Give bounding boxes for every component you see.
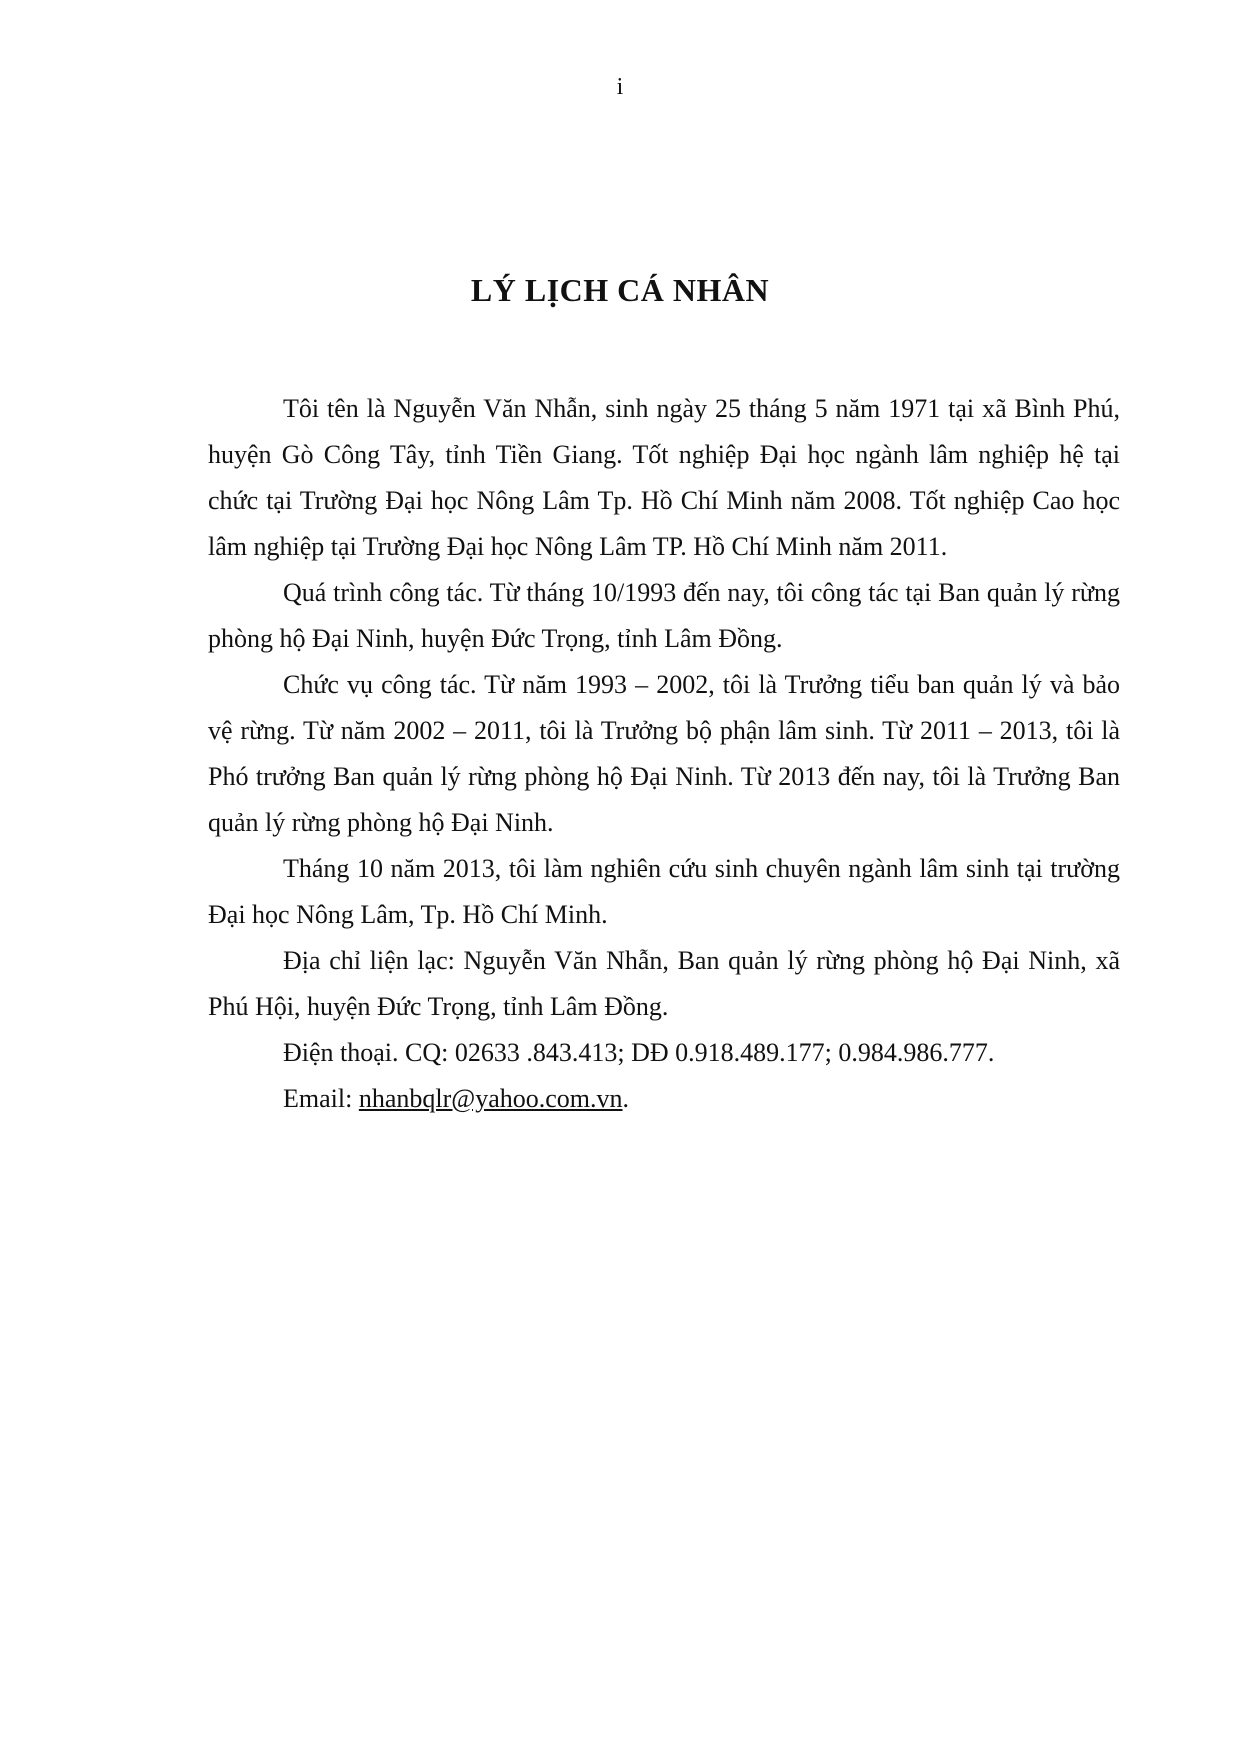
paragraph-phd-study: Tháng 10 năm 2013, tôi làm nghiên cứu sinh chuyên ngành lâm sinh tại trường Đại học Nông Lâm, Tp. Hồ Chí Minh. [208, 854, 1120, 929]
document-title: LÝ LỊCH CÁ NHÂN [470, 272, 770, 308]
paragraph-positions: Chức vụ công tác. Từ năm 1993 – 2002, tôi là Trưởng tiểu ban quản lý và bảo vệ rừng. Từ năm 2002 – 2011, tôi là Trưởng bộ phận lâm sinh. Từ 2011 – 2013, tôi là Phó trưởng Ban quản lý rừng phòng hộ Đại Ninh. Từ 2013 đến nay, tôi là Trưởng Ban quản lý rừng phòng hộ Đại Ninh. [208, 670, 1120, 837]
paragraph-personal-info: Tôi tên là Nguyễn Văn Nhẫn, sinh ngày 25 tháng 5 năm 1971 tại xã Bình Phú, huyện Gò Công Tây, tỉnh Tiền Giang. Tốt nghiệp Đại học ngành lâm nghiệp hệ tại chức tại Trường Đại học Nông Lâm Tp. Hồ Chí Minh năm 2008. Tốt nghiệp Cao học lâm nghiệp tại Trường Đại học Nông Lâm TP. Hồ Chí Minh năm 2011. [208, 394, 1120, 561]
paragraph-phone: Điện thoại. CQ: 02633 .843.413; DĐ 0.918.489.177; 0.984.986.777. [283, 1038, 995, 1067]
paragraph-work-history: Quá trình công tác. Từ tháng 10/1993 đến nay, tôi công tác tại Ban quản lý rừng phòng hộ Đại Ninh, huyện Đức Trọng, tỉnh Lâm Đồng. [208, 578, 1120, 653]
paragraph-email [208, 1076, 1120, 1122]
email-link[interactable]: nhanbqlr@yahoo.com.vn [358, 1084, 623, 1113]
biography-body [208, 386, 1120, 1122]
page-number: i [616, 74, 624, 100]
email-label: Email: [283, 1084, 359, 1113]
paragraph-contact-address: Địa chỉ liện lạc: Nguyễn Văn Nhẫn, Ban quản lý rừng phòng hộ Đại Ninh, xã Phú Hội, huyện Đức Trọng, tỉnh Lâm Đồng. [208, 946, 1120, 1021]
email-suffix: . [622, 1084, 629, 1113]
